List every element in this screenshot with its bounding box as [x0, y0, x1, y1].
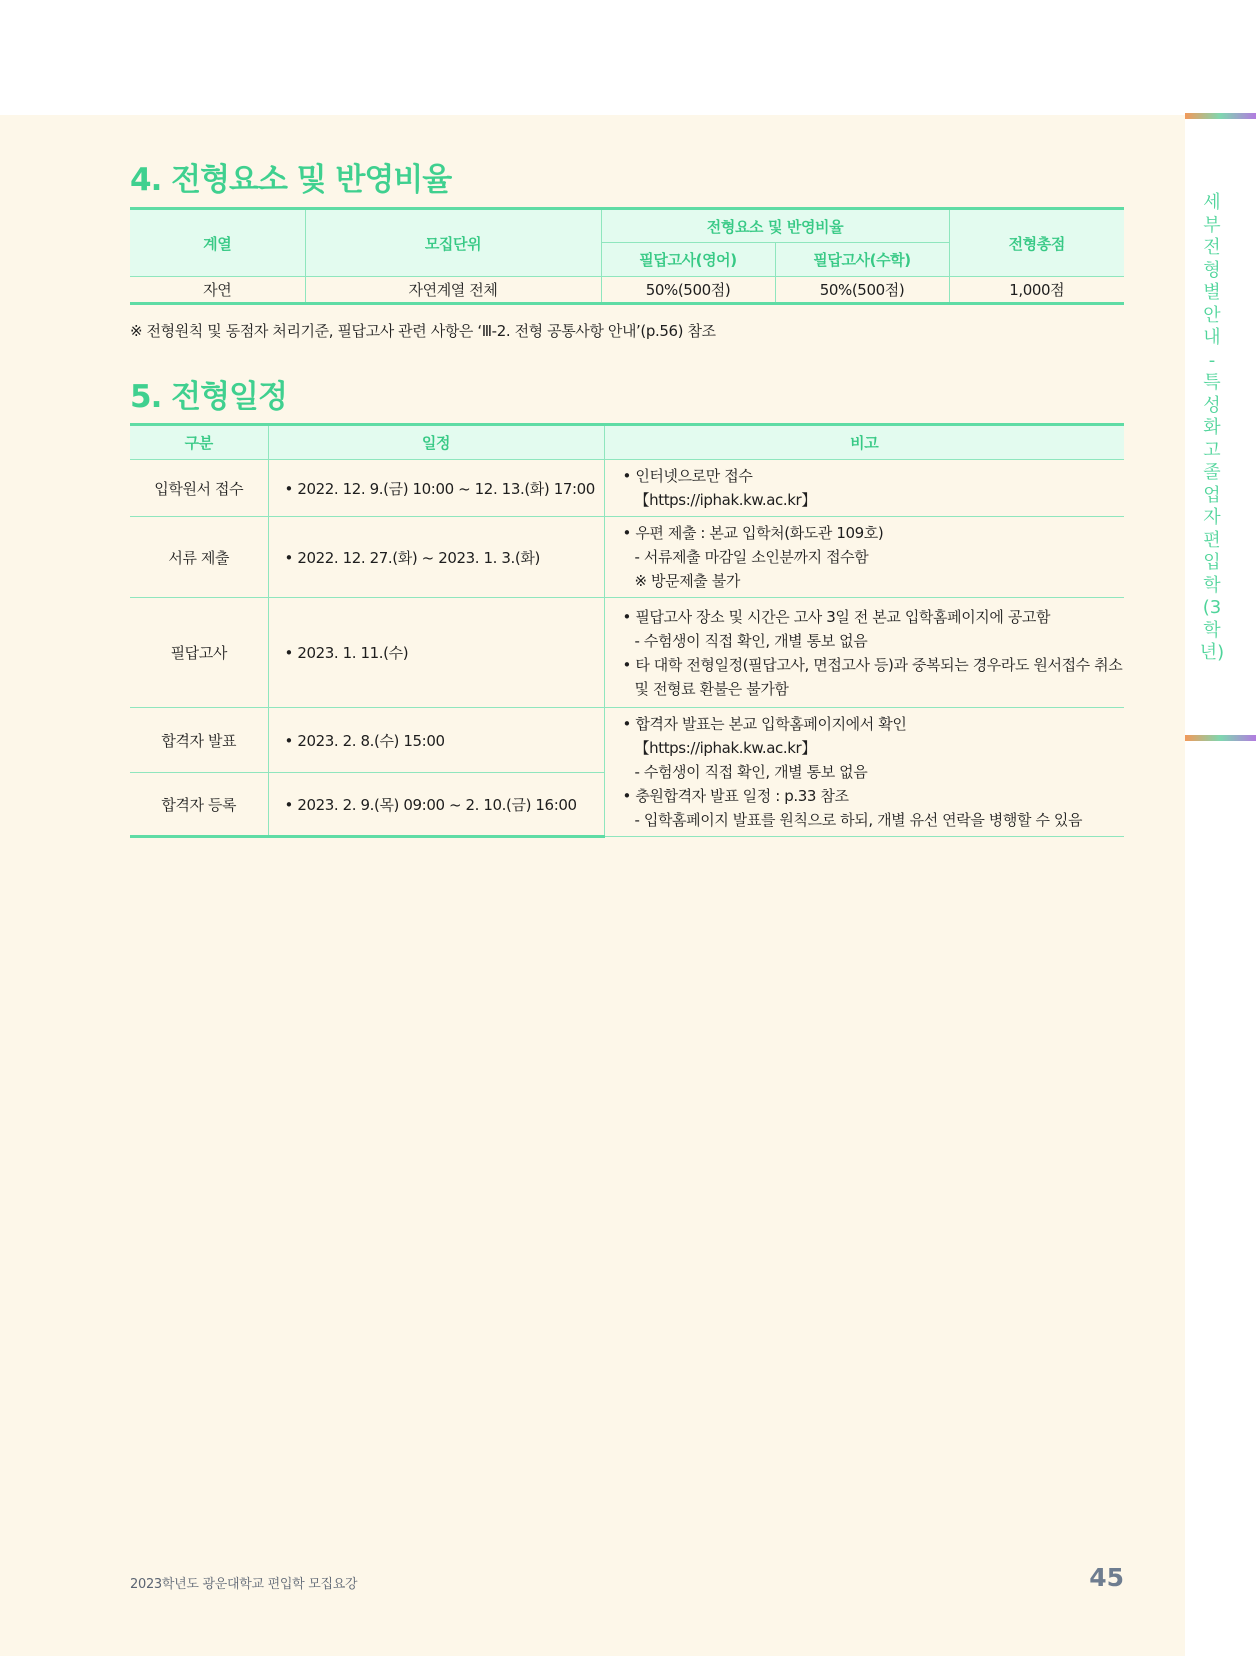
note-line: • 인터넷으로만 접수 — [622, 467, 753, 485]
section4-footnote: ※ 전형원칙 및 동점자 처리기준, 필답고사 관련 사항은 ‘Ⅲ-2. 전형 공통사항 안내’(p.56) 참조 — [130, 322, 716, 340]
schedule-table — [130, 423, 1124, 838]
note-line: ※ 방문제출 불가 — [634, 572, 740, 590]
note-line: - 수험생이 직접 확인, 개별 통보 없음 — [634, 631, 868, 650]
cell-schedule: • 2023. 2. 9.(목) 09:00 ~ 2. 10.(금) 16:00 — [268, 773, 604, 837]
cell-unit: 자연계열 전체 — [305, 277, 601, 304]
cell-category: 합격자 발표 — [130, 708, 268, 773]
note-line: • 타 대학 전형일정(필답고사, 면접고사 등)과 중복되는 경우라도 원서접수 취소 — [622, 655, 1123, 674]
cell-total: 1,000점 — [949, 277, 1124, 304]
cell-notes — [604, 598, 1124, 708]
header-english: 필답고사(영어) — [601, 243, 775, 277]
note-line: 【https://iphak.kw.ac.kr】 — [634, 739, 816, 757]
side-tab-label: 세부 전형별 안내 - 특성화고졸업자 편입학(3학년) — [1199, 192, 1225, 663]
cell-schedule: • 2022. 12. 27.(화) ~ 2023. 1. 3.(화) — [268, 517, 604, 598]
header-elements: 전형요소 및 반영비율 — [601, 209, 949, 243]
cell-field: 자연 — [130, 277, 305, 304]
header-total: 전형총점 — [949, 209, 1124, 277]
header-notes: 비고 — [604, 425, 1124, 460]
cell-english: 50%(500점) — [601, 277, 775, 304]
note-line: 및 전형료 환불은 불가함 — [634, 679, 789, 698]
header-schedule: 일정 — [268, 425, 604, 460]
note-line: • 합격자 발표는 본교 입학홈페이지에서 확인 — [622, 715, 907, 733]
note-line: • 충원합격자 발표 일정 : p.33 참조 — [622, 787, 849, 805]
selection-elements-table — [130, 207, 1124, 305]
cell-notes — [604, 517, 1124, 598]
header-math: 필답고사(수학) — [775, 243, 949, 277]
note-line: - 입학홈페이지 발표를 원칙으로 하되, 개별 유선 연락을 병행할 수 있음 — [634, 811, 1083, 829]
table-header-row — [130, 425, 1124, 460]
page-number: 45 — [1089, 1563, 1124, 1592]
side-tab-bottom-bar — [1185, 735, 1256, 741]
note-line: • 우편 제출 : 본교 입학처(화도관 109호) — [622, 524, 884, 542]
cell-math: 50%(500점) — [775, 277, 949, 304]
cell-notes — [604, 708, 1124, 837]
header-field: 계열 — [130, 209, 305, 277]
table-row — [130, 598, 1124, 708]
cell-schedule: • 2023. 2. 8.(수) 15:00 — [268, 708, 604, 773]
section5-title: 5. 전형일정 — [130, 379, 287, 415]
note-line: • 필답고사 장소 및 시간은 고사 3일 전 본교 입학홈페이지에 공고함 — [622, 607, 1051, 626]
cell-category: 필답고사 — [130, 598, 268, 708]
cell-category: 서류 제출 — [130, 517, 268, 598]
table-row — [130, 277, 1124, 304]
table-row — [130, 708, 1124, 773]
section4-title: 4. 전형요소 및 반영비율 — [130, 162, 452, 198]
table-header-row — [130, 209, 1124, 243]
table-row — [130, 517, 1124, 598]
cell-notes — [604, 460, 1124, 517]
header-unit: 모집단위 — [305, 209, 601, 277]
cell-schedule: • 2023. 1. 11.(수) — [268, 598, 604, 708]
side-tab-top-bar — [1185, 113, 1256, 119]
footer-title: 2023학년도 광운대학교 편입학 모집요강 — [130, 1577, 358, 1592]
note-line: 【https://iphak.kw.ac.kr】 — [634, 491, 816, 509]
note-line: - 수험생이 직접 확인, 개별 통보 없음 — [634, 763, 868, 781]
table-row — [130, 460, 1124, 517]
header-category: 구분 — [130, 425, 268, 460]
note-line: - 서류제출 마감일 소인분까지 접수함 — [634, 548, 869, 566]
cell-category: 입학원서 접수 — [130, 460, 268, 517]
page-background — [0, 115, 1185, 1656]
cell-category: 합격자 등록 — [130, 773, 268, 837]
cell-schedule: • 2022. 12. 9.(금) 10:00 ~ 12. 13.(화) 17:00 — [268, 460, 604, 517]
